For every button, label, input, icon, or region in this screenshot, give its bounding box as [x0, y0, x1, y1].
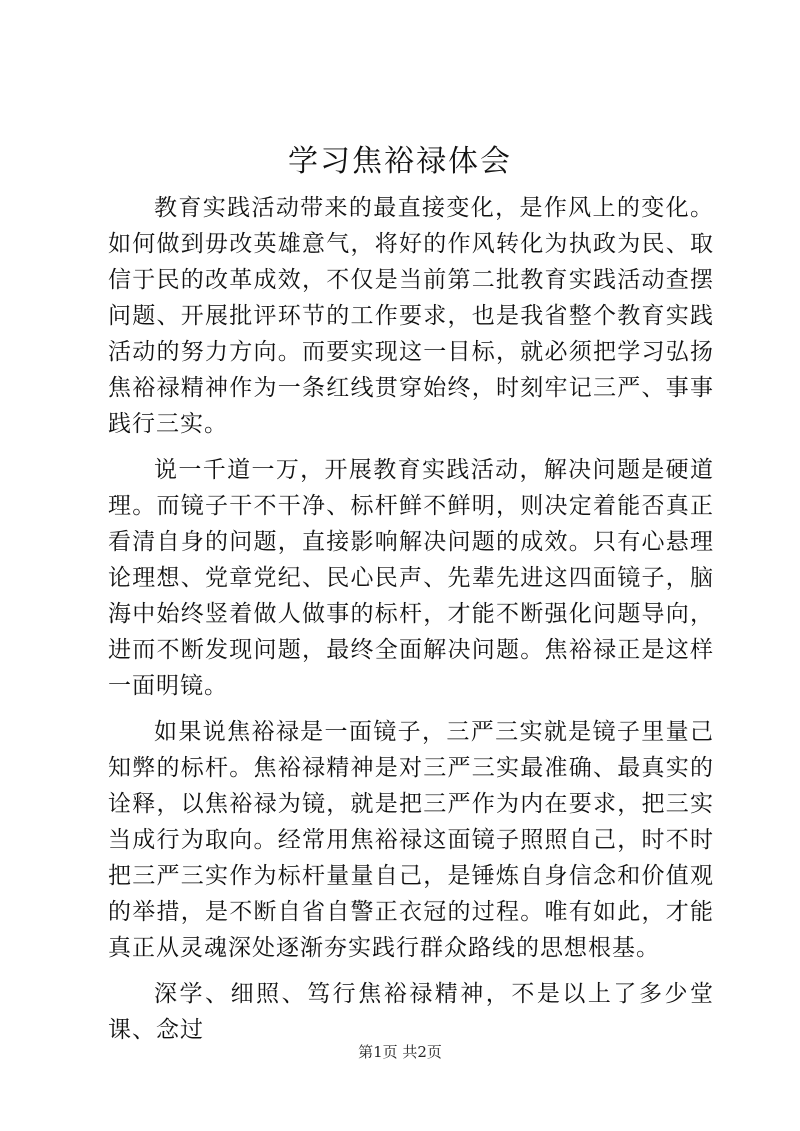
document-title: 学习焦裕禄体会	[288, 144, 512, 179]
page-number-footer: 第1页 共2页	[358, 1043, 442, 1061]
paragraph-2: 说一千道一万，开展教育实践活动，解决问题是硬道理。而镜子干不干净、标杆鲜不鲜明，则决定着能否真正看清自身的问题，直接影响解决问题的成效。只有心悬理论理想、党章党纪、民心民声、先辈先进这四面镜子，脑海中始终竖着做人做事的标杆，才能不断强化问题导向，进而不断发现问题，最终全面解决问题。焦裕禄正是这样一面明镜。	[108, 457, 714, 699]
paragraph-1: 教育实践活动带来的最直接变化，是作风上的变化。如何做到毋改英雄意气，将好的作风转化为执政为民、取信于民的改革成效，不仅是当前第二批教育实践活动查摆问题、开展批评环节的工作要求，也是我省整个教育实践活动的努力方向。而要实现这一目标，就必须把学习弘扬焦裕禄精神作为一条红线贯穿始终，时刻牢记三严、事事践行三实。	[108, 195, 714, 437]
paragraph-4: 深学、细照、笃行焦裕禄精神，不是以上了多少堂课、念过	[108, 981, 714, 1043]
paragraph-3: 如果说焦裕禄是一面镜子，三严三实就是镜子里量己知弊的标杆。焦裕禄精神是对三严三实最准确、最真实的诠释，以焦裕禄为镜，就是把三严作为内在要求，把三实当成行为取向。经常用焦裕禄这面镜子照照自己，时不时把三严三实作为标杆量量自己，是锤炼自身信念和价值观的举措，是不断自省自警正衣冠的过程。唯有如此，才能真正从灵魂深处逐渐夯实践行群众路线的思想根基。	[108, 719, 714, 961]
document-body	[108, 190, 714, 1058]
